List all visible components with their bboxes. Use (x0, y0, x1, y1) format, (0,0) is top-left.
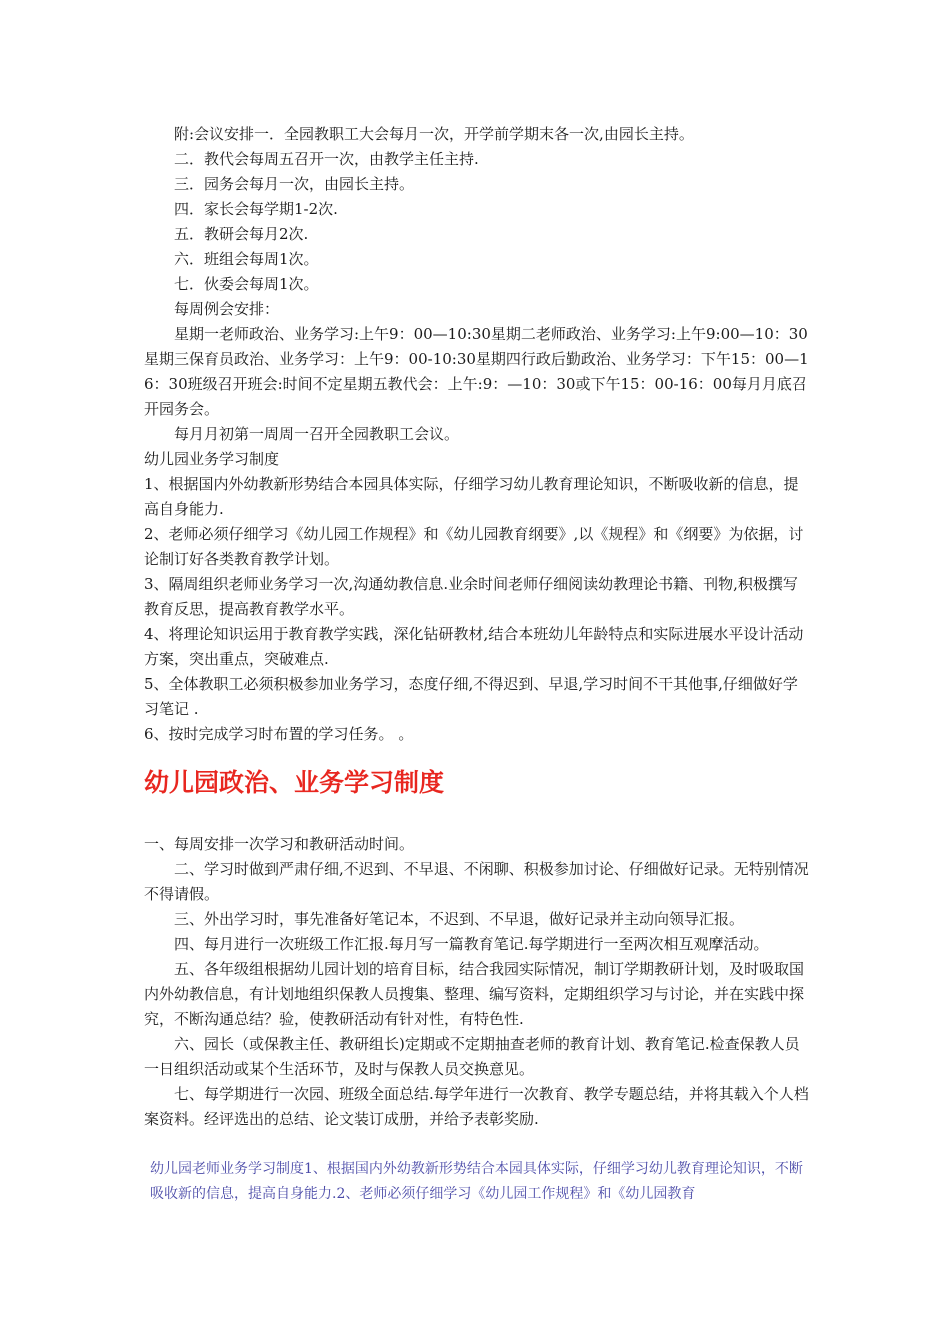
meeting-line: 四．家长会每学期1-2次. (174, 200, 338, 218)
section-item: 五、各年级组根据幼儿园计划的培育目标，结合我园实际情况，制订学期教研计划，及时吸取国内外幼教信息，有计划地组织保教人员搜集、整理、编写资料，定期组织学习与讨论，并在实践中探究，不断沟通总结？验，使教研活动有针对性，有特色性. (144, 960, 805, 1028)
study-rule-item: 4、将理论知识运用于教育教学实践，深化钻研教材,结合本班幼儿年龄特点和实际进展水平设计活动方案，突出重点，突破难点. (144, 625, 804, 668)
footer-excerpt: 幼儿园老师业务学习制度1、根据国内外幼教新形势结合本园具体实际，仔细学习幼儿教育理论知识，不断吸收新的信息，提高自身能力.2、老师必须仔细学习《幼儿园工作规程》和《幼儿园教育 (150, 1161, 803, 1202)
meeting-line: 二．教代会每周五召开一次，由教学主任主持. (174, 150, 479, 168)
section-item: 一、每周安排一次学习和教研活动时间。 (144, 835, 415, 853)
section-item: 四、每月进行一次班级工作汇报.每月写一篇教育笔记.每学期进行一至两次相互观摩活动。 (174, 935, 769, 953)
section-item: 三、外出学习时，事先准备好笔记本，不迟到、不早退，做好记录并主动向领导汇报。 (174, 910, 745, 928)
study-rule-item: 6、按时完成学习时布置的学习任务。 。 (144, 725, 414, 743)
study-rule-item: 3、隔周组织老师业务学习一次,沟通幼教信息.业余时间老师仔细阅读幼教理论书籍、刊物,积极撰写教育反思，提高教育教学水平。 (144, 575, 798, 618)
meeting-line: 附:会议安排一．全园教职工大会每月一次，开学前学期末各一次,由园长主持。 (174, 125, 694, 143)
section-item: 二、学习时做到严肃仔细,不迟到、不早退、不闲聊、积极参加讨论、仔细做好记录。无特别情况不得请假。 (144, 860, 809, 903)
meeting-arrangement (144, 122, 812, 747)
meeting-line: 三．园务会每月一次，由园长主持。 (174, 175, 415, 193)
section-body (144, 832, 812, 1132)
section-item: 六、园长（或保教主任、教研组长)定期或不定期抽查老师的教育计划、教育笔记.检查保教人员一日组织活动或某个生活环节，及时与保教人员交换意见。 (144, 1035, 800, 1078)
study-rule-item: 2、老师必须仔细学习《幼儿园工作规程》和《幼儿园教育纲要》,以《规程》和《纲要》为依据，讨论制订好各类教育教学计划。 (144, 525, 804, 568)
monthly-meeting-note: 每月月初第一周周一召开全园教职工会议。 (174, 425, 460, 443)
weekly-meeting-heading: 每周例会安排： (174, 300, 280, 318)
study-rule-item: 5、全体教职工必须积极参加业务学习，态度仔细,不得迟到、早退,学习时间不干其他事,仔细做好学习笔记 . (144, 675, 798, 718)
study-rules-heading: 幼儿园业务学习制度 (144, 450, 280, 468)
section-title: 幼儿园政治、业务学习制度 (144, 768, 445, 797)
meeting-line: 七．伙委会每周1次。 (174, 275, 319, 293)
meeting-line: 六．班组会每周1次。 (174, 250, 319, 268)
meeting-line: 五．教研会每月2次. (174, 225, 309, 243)
section-item: 七、每学期进行一次园、班级全面总结.每学年进行一次教育、教学专题总结，并将其载入个人档案资料。经评选出的总结、论文装订成册，并给予表彰奖励. (144, 1085, 809, 1128)
weekly-meeting-schedule: 星期一老师政治、业务学习:上午9：00—10:30星期二老师政治、业务学习:上午9:00—10：30星期三保育员政治、业务学习：上午9：00-10:30星期四行政后勤政治、业务学习：下午15：00—16：30班级召开班会:时间不定星期五教代会：上午:9：—10：30或下午15：00-16：00每月月底召开园务会。 (144, 325, 809, 418)
study-rule-item: 1、根据国内外幼教新形势结合本园具体实际，仔细学习幼儿教育理论知识，不断吸收新的信息，提高自身能力. (144, 475, 799, 518)
